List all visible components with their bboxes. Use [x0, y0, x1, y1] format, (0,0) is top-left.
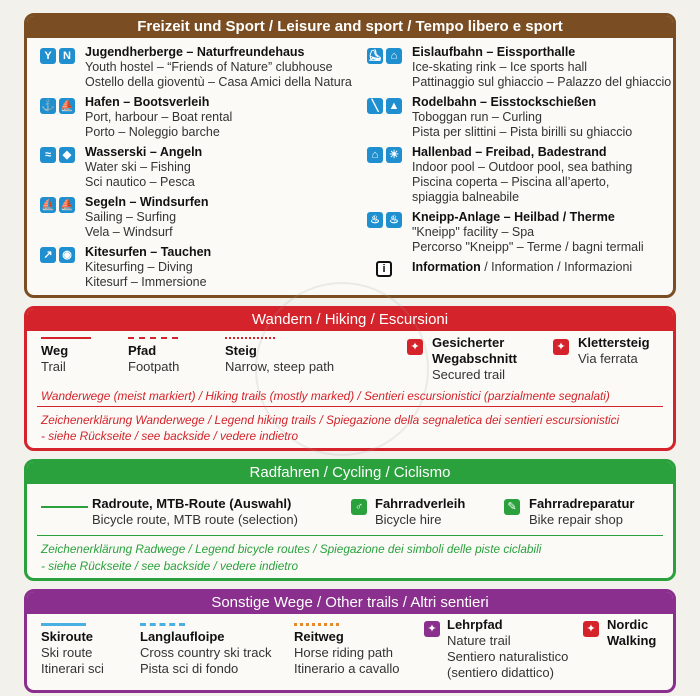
water-ski-icon: ≈ — [40, 147, 56, 163]
legend-title: Fahrradverleih — [375, 496, 466, 511]
information-translations: / Information / Informazioni — [480, 260, 633, 274]
entry-it: Percorso "Kneipp" – Terme / bagni termali — [412, 240, 644, 254]
legend-footpath — [128, 343, 179, 375]
legend-entry-information — [412, 260, 632, 275]
entry-en: Toboggan run – Curling — [412, 110, 542, 124]
legend-it: Itinerari sci — [41, 661, 104, 676]
legend-sub: Bicycle route, MTB route (selection) — [92, 512, 298, 527]
legend-title: Gesicherter — [432, 335, 505, 350]
entry-en: "Kneipp" facility – Spa — [412, 225, 535, 239]
entry-it: Ostello della gioventù – Casa Amici della Natura — [85, 75, 352, 89]
bicycle-route-line-symbol — [41, 506, 88, 508]
iceskating-icons — [367, 48, 402, 64]
legend-via-ferrata — [578, 335, 650, 367]
legend-title: Steig — [225, 343, 257, 358]
waterski-icons — [40, 147, 75, 163]
ice-skating-icon: ⛸ — [368, 50, 382, 62]
hiking-legend-note: Zeichenerklärung Wanderwege / Legend hiking trails / Spiegazione della segnaletica dei sentieri escursionistici — [41, 413, 620, 427]
legend-it: Pista sci di fondo — [140, 661, 239, 676]
entry-title: Wasserski – Angeln — [85, 145, 203, 159]
legend-entry-kneipp — [412, 210, 644, 255]
legend-title: Reitweg — [294, 629, 344, 644]
legend-it-cont: (sentiero didattico) — [447, 665, 554, 680]
footpath-line-symbol — [128, 337, 178, 339]
sailing-icons — [40, 197, 75, 213]
nordic-walking-icon: ✦ — [583, 621, 599, 637]
bicycle-hire-icon: ♂ — [351, 499, 367, 515]
information-icon: i — [376, 261, 392, 277]
legend-it: Sentiero naturalistico — [447, 649, 569, 664]
entry-en: Kitesurfing – Diving — [85, 260, 193, 274]
pool-icons — [367, 147, 402, 163]
legend-entry-hostel — [85, 45, 352, 90]
legend-sub: Via ferrata — [578, 351, 638, 366]
ice-hall-icon: ⌂ — [386, 48, 402, 64]
steep-path-line-symbol — [225, 337, 275, 339]
legend-entry-toboggan — [412, 95, 632, 140]
kitesurf-icon: ↗ — [40, 247, 56, 263]
cycling-section — [24, 459, 676, 581]
legend-sub: Narrow, steep path — [225, 359, 335, 374]
hiking-backside-note: - siehe Rückseite / see backside / vedere indietro — [41, 429, 299, 443]
curling-icon: ▲ — [386, 98, 402, 114]
legend-title: Klettersteig — [578, 335, 650, 350]
legend-entry-pool — [412, 145, 632, 205]
legend-entry-waterski — [85, 145, 202, 190]
legend-title: Lehrpfad — [447, 617, 503, 632]
legend-title: Langlaufloipe — [140, 629, 225, 644]
entry-title: Hallenbad – Freibad, Badestrand — [412, 145, 607, 159]
legend-secured-trail — [432, 335, 517, 383]
diving-icon: ◉ — [59, 247, 75, 263]
legend-title: Nordic — [607, 617, 649, 632]
legend-title: Skiroute — [41, 629, 94, 644]
entry-en: Water ski – Fishing — [85, 160, 191, 174]
legend-bicycle-hire — [375, 496, 465, 528]
hostel-icons — [40, 48, 75, 64]
spa-icon: ♨ — [386, 212, 402, 228]
legend-it: Itinerario a cavallo — [294, 661, 400, 676]
legend-sub: Bicycle hire — [375, 512, 442, 527]
entry-title: Jugendherberge – Naturfreundehaus — [85, 45, 305, 59]
legend-sub: Trail — [41, 359, 66, 374]
legend-title: Weg — [41, 343, 69, 358]
information-icons — [376, 261, 392, 277]
legend-title: Radroute, MTB-Route (Auswahl) — [92, 496, 292, 511]
trail-line-symbol — [41, 337, 91, 339]
cross-country-line-symbol — [140, 623, 185, 626]
legend-sub: Footpath — [128, 359, 180, 374]
nature-trail-icon: ✦ — [424, 621, 440, 637]
entry-title: Eislaufbahn – Eissporthalle — [412, 45, 576, 59]
legend-en: Cross country ski track — [140, 645, 272, 660]
harbour-icons — [40, 98, 75, 114]
entry-en: Port, harbour – Boat rental — [85, 110, 233, 124]
legend-en: Ski route — [41, 645, 93, 660]
entry-it: Pista per slittini – Pista birilli su ghiaccio — [412, 125, 633, 139]
entry-it-cont: spiaggia balneabile — [412, 190, 520, 204]
legend-sub: Secured trail — [432, 367, 505, 382]
legend-trail — [41, 343, 68, 375]
cycling-separator — [37, 535, 663, 536]
cycling-backside-note: - siehe Rückseite / see backside / vedere indietro — [41, 559, 299, 573]
legend-en: Nature trail — [447, 633, 511, 648]
kneipp-icon: ♨ — [367, 212, 383, 228]
legend-sub: Bike repair shop — [529, 512, 623, 527]
legend-steep-path — [225, 343, 334, 375]
entry-title: Kitesurfen – Tauchen — [85, 245, 212, 259]
entry-it: Piscina coperta – Piscina all’aperto, — [412, 175, 610, 189]
legend-title: Pfad — [128, 343, 157, 358]
hiking-separator — [37, 406, 663, 407]
legend-entry-sailing — [85, 195, 209, 240]
legend-en: Horse riding path — [294, 645, 393, 660]
entry-it: Pattinaggio sul ghiaccio – Palazzo del ghiaccio — [412, 75, 672, 89]
legend-title-cont: Walking — [607, 633, 657, 648]
legend-nature-trail — [447, 617, 568, 681]
leisure-sport-header: Freizeit und Sport / Leisure and sport / Tempo libero e sport — [27, 16, 673, 38]
legend-entry-kitesurf — [85, 245, 211, 290]
entry-it: Porto – Noleggio barche — [85, 125, 220, 139]
fishing-icon: ◆ — [59, 147, 75, 163]
via-ferrata-icon: ✦ — [553, 339, 569, 355]
anchor-icon: ⚓ — [41, 100, 55, 112]
legend-nordic-walking — [607, 617, 656, 649]
toboggan-icon: ╲ — [367, 98, 383, 114]
entry-en: Youth hostel – “Friends of Nature” clubhouse — [85, 60, 333, 74]
legend-entry-harbour — [85, 95, 232, 140]
entry-title: Kneipp-Anlage – Heilbad / Therme — [412, 210, 615, 224]
legend-cross-country — [140, 629, 271, 677]
hiking-section — [24, 306, 676, 451]
cycling-header: Radfahren / Cycling / Ciclismo — [27, 462, 673, 484]
legend-title-cont: Wegabschnitt — [432, 351, 517, 366]
toboggan-icons — [367, 98, 402, 114]
secured-trail-icon: ✦ — [407, 339, 423, 355]
entry-en: Indoor pool – Outdoor pool, sea bathing — [412, 160, 633, 174]
kitesurf-icons — [40, 247, 75, 263]
legend-bicycle-route — [92, 496, 298, 528]
indoor-pool-icon: ⌂ — [367, 147, 383, 163]
entry-it: Sci nautico – Pesca — [85, 175, 195, 189]
legend-title: Fahrradreparatur — [529, 496, 635, 511]
legend-entry-iceskating — [412, 45, 671, 90]
hiking-trails-note: Wanderwege (meist markiert) / Hiking trails (mostly marked) / Sentieri escursionistici (parzialmente segnalati) — [41, 389, 610, 403]
entry-title: Rodelbahn – Eisstockschießen — [412, 95, 597, 109]
youth-hostel-icon: Y — [40, 48, 56, 64]
legend-ski-route — [41, 629, 104, 677]
entry-title: Hafen – Bootsverleih — [85, 95, 210, 109]
other-trails-section — [24, 589, 676, 693]
leisure-sport-section — [24, 13, 676, 298]
kneipp-icons — [367, 212, 402, 228]
legend-bike-repair — [529, 496, 634, 528]
entry-it: Kitesurf – Immersione — [85, 275, 207, 289]
entry-title: Segeln – Windsurfen — [85, 195, 209, 209]
outdoor-pool-icon: ☀ — [386, 147, 402, 163]
windsurf-icon: ⛵ — [60, 199, 74, 211]
entry-en: Ice-skating rink – Ice sports hall — [412, 60, 588, 74]
information-title: Information — [412, 260, 481, 274]
legend-horse-riding — [294, 629, 400, 677]
ski-route-line-symbol — [41, 623, 86, 626]
entry-it: Vela – Windsurf — [85, 225, 173, 239]
horse-riding-line-symbol — [294, 623, 339, 626]
other-trails-header: Sonstige Wege / Other trails / Altri sentieri — [27, 592, 673, 614]
cycling-legend-note: Zeichenerklärung Radwege / Legend bicycle routes / Spiegazione dei simboli delle piste ciclabili — [41, 542, 542, 556]
hiking-header: Wandern / Hiking / Escursioni — [27, 309, 673, 331]
sailing-icon: ⛵ — [41, 199, 55, 211]
nature-clubhouse-icon: N — [59, 48, 75, 64]
bike-repair-icon: ✎ — [504, 499, 520, 515]
entry-en: Sailing – Surfing — [85, 210, 177, 224]
boat-rental-icon: ⛵ — [60, 100, 74, 112]
